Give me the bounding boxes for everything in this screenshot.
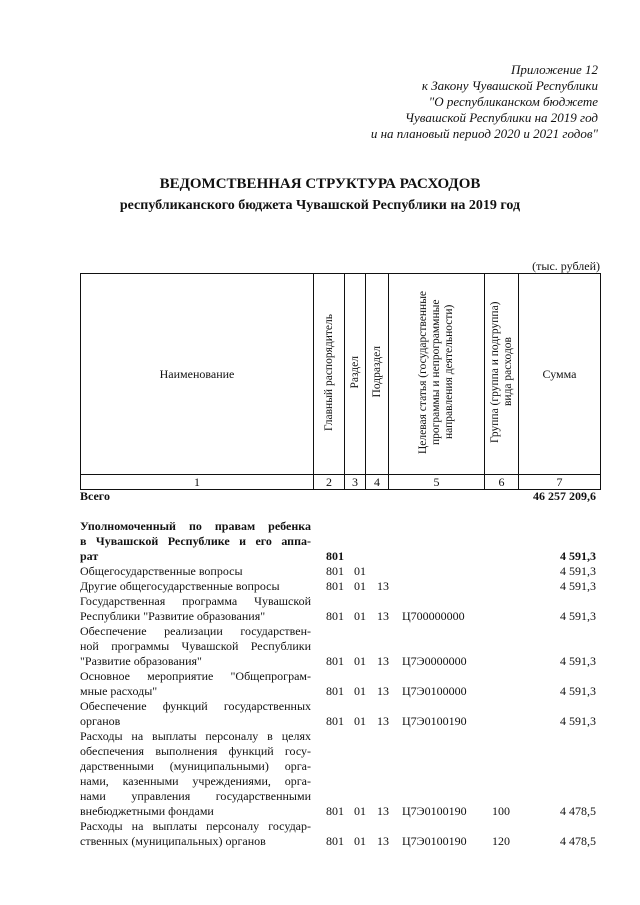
row-gr: 801 xyxy=(326,834,344,848)
header-name: Наименование xyxy=(81,274,314,475)
header-cs: Целевая статья (государственные программы и непрограммные направления деятельности) xyxy=(389,274,485,475)
row-pr: 13 xyxy=(377,654,389,668)
row-gr: 801 xyxy=(326,654,344,668)
total-row xyxy=(80,489,600,504)
row-sum: 4 591,3 xyxy=(560,714,596,728)
header-sum: Сумма xyxy=(519,274,601,475)
row-name-line: нами, казенными учреждениями, орга- xyxy=(80,774,311,788)
row-rz: 01 xyxy=(354,609,366,623)
total-label: Всего xyxy=(80,489,110,503)
row-name xyxy=(80,519,311,564)
row-sum: 4 591,3 xyxy=(560,564,596,578)
col-number: 5 xyxy=(389,475,485,490)
row-name xyxy=(80,699,311,729)
table-row xyxy=(80,594,600,624)
row-vr: 120 xyxy=(492,834,510,848)
table-row xyxy=(80,669,600,699)
col-number: 1 xyxy=(81,475,314,490)
row-pr: 13 xyxy=(377,714,389,728)
col-number: 3 xyxy=(345,475,366,490)
header-gr: Главный распорядитель xyxy=(314,274,345,475)
table-header xyxy=(80,273,601,490)
row-name-line: нами управления государственными xyxy=(80,789,311,803)
row-sum: 4 591,3 xyxy=(560,654,596,668)
row-name-line: дарственными (муниципальными) орга- xyxy=(80,759,311,773)
row-name-line: ной программы Чувашской Республики xyxy=(80,639,311,653)
appendix-line: "О республиканском бюджете xyxy=(428,94,598,109)
row-name xyxy=(80,819,311,849)
row-name-line: органов xyxy=(80,714,121,728)
header-vr: Группа (группа и подгруппа) вида расходов xyxy=(485,274,519,475)
col-number: 4 xyxy=(366,475,389,490)
row-cs: Ц7Э0100190 xyxy=(402,714,467,728)
document-title: ВЕДОМСТВЕННАЯ СТРУКТУРА РАСХОДОВ xyxy=(159,176,481,192)
row-gr: 801 xyxy=(326,609,344,623)
table-row xyxy=(80,564,600,579)
row-pr: 13 xyxy=(377,684,389,698)
header-pr: Подраздел xyxy=(366,274,389,475)
row-rz: 01 xyxy=(354,579,366,593)
row-name-line: рат xyxy=(80,549,99,563)
row-gr: 801 xyxy=(326,804,344,818)
units-note: (тыс. рублей) xyxy=(532,259,600,273)
row-name-line: Основное мероприятие "Общепрограм- xyxy=(80,669,311,683)
row-rz: 01 xyxy=(354,564,366,578)
total-sum: 46 257 209,6 xyxy=(533,489,596,503)
row-name-line: Обеспечение реализации государствен- xyxy=(80,624,311,638)
row-name xyxy=(80,624,311,669)
row-rz: 01 xyxy=(354,804,366,818)
row-name xyxy=(80,594,311,624)
row-name-line: Расходы на выплаты персоналу в целях xyxy=(80,729,311,743)
row-cs: Ц7Э0000000 xyxy=(402,654,467,668)
table-row xyxy=(80,699,600,729)
row-gr: 801 xyxy=(326,714,344,728)
row-name-line: Общегосударственные вопросы xyxy=(80,564,243,578)
row-rz: 01 xyxy=(354,684,366,698)
table-row xyxy=(80,519,600,564)
appendix-line: Приложение 12 xyxy=(510,62,598,77)
row-vr: 100 xyxy=(492,804,510,818)
row-rz: 01 xyxy=(354,834,366,848)
table-row xyxy=(80,624,600,669)
row-cs: Ц7Э0100000 xyxy=(402,684,467,698)
row-rz: 01 xyxy=(354,654,366,668)
row-sum: 4 591,3 xyxy=(560,684,596,698)
col-number: 2 xyxy=(314,475,345,490)
row-name xyxy=(80,729,311,819)
row-name-line: Другие общегосударственные вопросы xyxy=(80,579,280,593)
appendix-note xyxy=(298,62,598,142)
row-gr: 801 xyxy=(326,684,344,698)
header-rz: Раздел xyxy=(345,274,366,475)
row-sum: 4 478,5 xyxy=(560,834,596,848)
row-sum: 4 591,3 xyxy=(560,609,596,623)
row-name xyxy=(80,579,311,594)
row-cs: Ц700000000 xyxy=(402,609,465,623)
appendix-line: к Закону Чувашской Республики xyxy=(421,78,598,93)
row-name-line: внебюджетными фондами xyxy=(80,804,214,818)
row-sum: 4 591,3 xyxy=(560,549,596,563)
row-name-line: "Развитие образования" xyxy=(80,654,202,668)
table-body xyxy=(80,489,600,849)
appendix-line: и на плановый период 2020 и 2021 годов" xyxy=(370,126,598,141)
row-name-line: Государственная программа Чувашской xyxy=(80,594,311,608)
row-name-line: Обеспечение функций государственных xyxy=(80,699,311,713)
row-name xyxy=(80,669,311,699)
col-number: 6 xyxy=(485,475,519,490)
row-pr: 13 xyxy=(377,804,389,818)
row-name-line: мные расходы" xyxy=(80,684,158,698)
row-name-line: обеспечения выполнения функций госу- xyxy=(80,744,311,758)
table-row xyxy=(80,729,600,819)
row-rz: 01 xyxy=(354,714,366,728)
row-name-line: ственных (муниципальных) органов xyxy=(80,834,266,848)
row-gr: 801 xyxy=(326,579,344,593)
appendix-line: Чувашской Республики на 2019 год xyxy=(405,110,598,125)
row-gr: 801 xyxy=(326,549,344,563)
row-cs: Ц7Э0100190 xyxy=(402,834,467,848)
row-sum: 4 478,5 xyxy=(560,804,596,818)
row-sum: 4 591,3 xyxy=(560,579,596,593)
row-gr: 801 xyxy=(326,564,344,578)
row-cs: Ц7Э0100190 xyxy=(402,804,467,818)
table-row xyxy=(80,819,600,849)
row-pr: 13 xyxy=(377,834,389,848)
row-name xyxy=(80,564,311,579)
col-number: 7 xyxy=(519,475,601,490)
row-name-line: Расходы на выплаты персоналу государ- xyxy=(80,819,311,833)
document-subtitle: республиканского бюджета Чувашской Республики на 2019 год xyxy=(119,198,521,213)
row-pr: 13 xyxy=(377,609,389,623)
row-name-line: Республики "Развитие образования" xyxy=(80,609,266,623)
row-name-line: Уполномоченный по правам ребенка xyxy=(80,519,311,533)
row-pr: 13 xyxy=(377,579,389,593)
table-row xyxy=(80,579,600,594)
row-name-line: в Чувашской Республике и его аппа- xyxy=(80,534,311,548)
